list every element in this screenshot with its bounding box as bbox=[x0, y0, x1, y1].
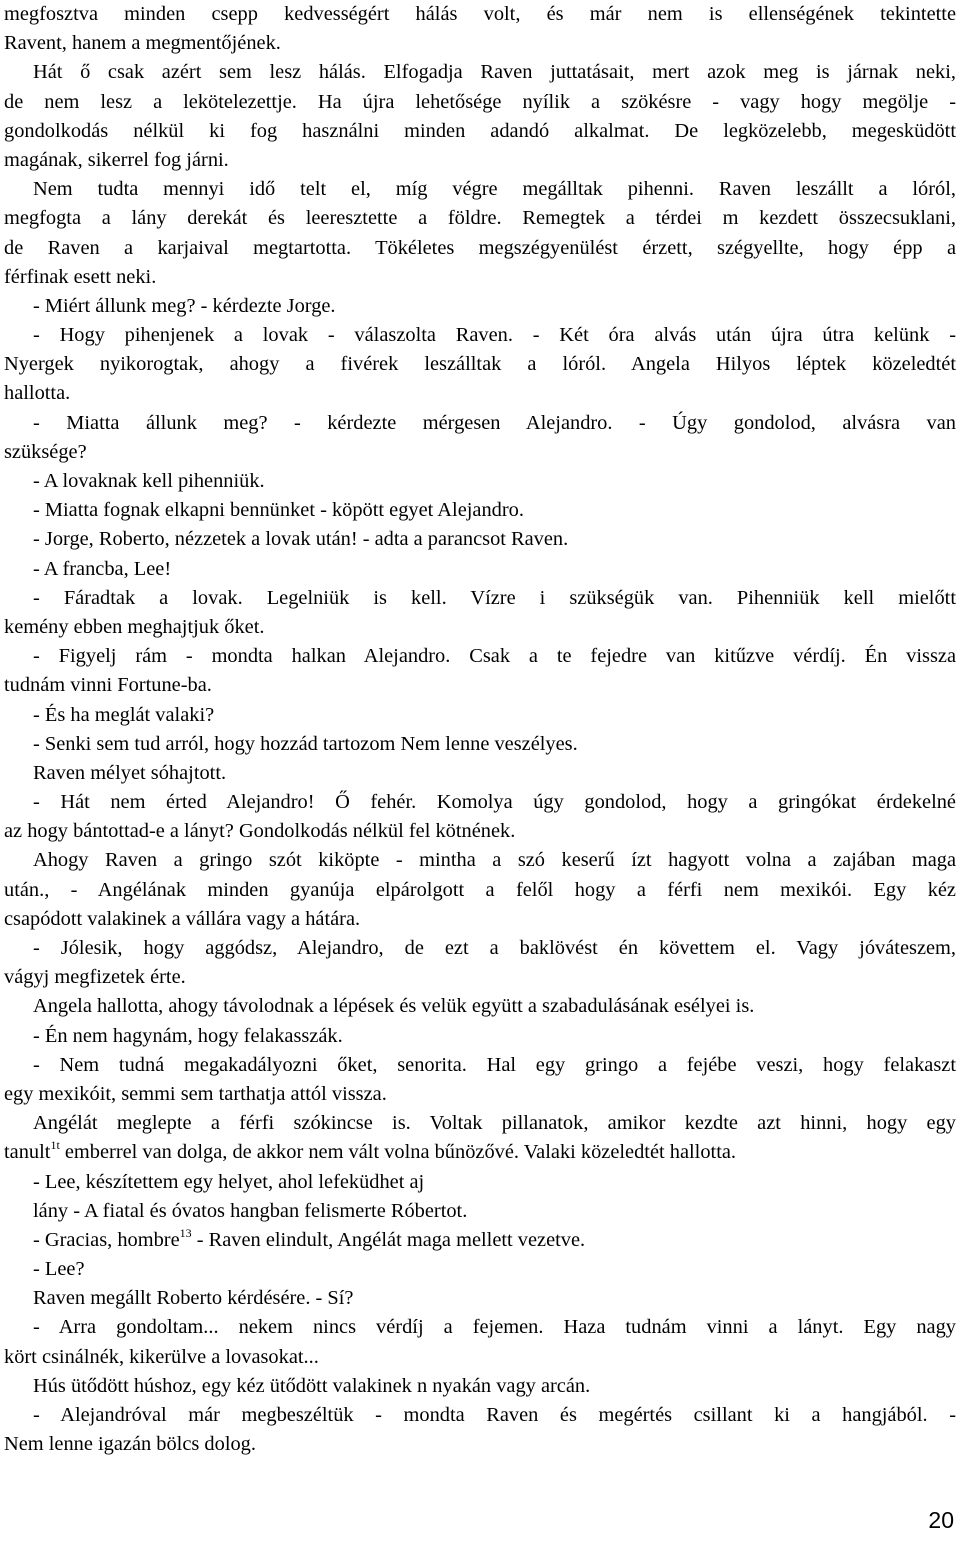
text-line: egy mexikóit, semmi sem tarthatja attól vissza. bbox=[4, 1082, 387, 1105]
text-line: - Senki sem tud arról, hogy hozzád tartozom Nem lenne veszélyes. bbox=[33, 732, 578, 755]
text-line: Nem tudta mennyi idő telt el, míg végre megálltak pihenni. Raven leszállt a lóról, bbox=[33, 178, 956, 201]
text-line: Ahogy Raven a gringo szót kiköpte - mintha a szó keserű ízt hagyott volna a zajában maga bbox=[33, 849, 956, 872]
text-line: - Miért állunk meg? - kérdezte Jorge. bbox=[33, 294, 336, 317]
text-line bbox=[4, 1226, 956, 1255]
text-line: - Jorge, Roberto, nézzetek a lovak után! - adta a parancsot Raven. bbox=[33, 528, 569, 551]
text-line: lány - A fiatal és óvatos hangban felismerte Róbertot. bbox=[33, 1199, 468, 1222]
text-line: csapódott valakinek a vállára vagy a hátára. bbox=[4, 907, 361, 930]
footnote-marker: 13 bbox=[179, 1225, 192, 1240]
text-line: - Én nem hagynám, hogy felakasszák. bbox=[33, 1024, 343, 1047]
text-line: Nyergek nyikorogtak, ahogy a fivérek leszálltak a lóról. Angela Hilyos léptek közeledtét bbox=[4, 353, 956, 376]
text-line: - Fáradtak a lovak. Legelniük is kell. Vízre i szükségük van. Pihenniük kell mielőtt bbox=[33, 586, 956, 609]
text-line: az hogy bántottad-e a lányt? Gondolkodás nélkül fel kötnének. bbox=[4, 820, 516, 843]
text-line: tudnám vinni Fortune-ba. bbox=[4, 674, 212, 697]
text-line: - Alejandróval már megbeszéltük - mondta Raven és megértés csillant ki a hangjából. - bbox=[33, 1404, 956, 1426]
text-line: magának, sikerrel fog járni. bbox=[4, 148, 229, 171]
text-line: - És ha meglát valaki? bbox=[33, 703, 215, 726]
text-line: hallotta. bbox=[4, 382, 71, 405]
text-line: vágyj megfizetek érte. bbox=[4, 966, 186, 989]
text-line: Angela hallotta, ahogy távolodnak a lépések és velük együtt a szabadulásának esélyei is. bbox=[33, 995, 755, 1018]
text-line: Ravent, hanem a megmentőjének. bbox=[4, 32, 281, 55]
text-line: Raven mélyet sóhajtott. bbox=[33, 761, 227, 784]
page-number: 20 bbox=[928, 1507, 954, 1533]
text-line: - Miatta fognak elkapni bennünket - köpött egyet Alejandro. bbox=[33, 499, 524, 522]
text-line: Nem lenne igazán bölcs dolog. bbox=[4, 1433, 256, 1456]
text-line: megfogta a lány derekát és leeresztette a földre. Remegtek a térdei m kezdett összecsuklani, bbox=[4, 207, 956, 230]
text-line: - Nem tudná megakadályozni őket, senorita. Hal egy gringo a fejébe veszi, hogy felakaszt bbox=[33, 1053, 956, 1076]
text-line: - Figyelj rám - mondta halkan Alejandro. Csak a te fejedre van kitűzve vérdíj. Én vissza bbox=[33, 645, 956, 668]
text-fragment: emberrel van dolga, de akkor nem vált volna bűnözővé. Valaki közeledtét hallotta. bbox=[59, 1141, 737, 1164]
text-fragment: tanult bbox=[4, 1141, 51, 1164]
text-line: - Arra gondoltam... nekem nincs vérdíj a fejemen. Haza tudnám vinni a lányt. Egy nagy bbox=[33, 1316, 956, 1339]
text-line: Angélát meglepte a férfi szókincse is. Voltak pillanatok, amikor kezdte azt hinni, hogy egy bbox=[33, 1112, 956, 1135]
text-line: szüksége? bbox=[4, 440, 87, 463]
text-line: kört csinálnék, kikerülve a lovasokat... bbox=[4, 1345, 319, 1368]
text-line: Raven megállt Roberto kérdésére. - Sí? bbox=[33, 1287, 354, 1310]
text-line: - Lee? bbox=[33, 1258, 85, 1281]
text-line: után., - Angélának minden gyanúja elpárolgott a felől hogy a férfi nem mexikói. Egy kéz bbox=[4, 878, 956, 901]
text-fragment: - Gracias, hombre bbox=[33, 1228, 180, 1251]
text-line: - Miatta állunk meg? - kérdezte mérgesen Alejandro. - Úgy gondolod, alvásra van bbox=[33, 411, 956, 434]
text-line: gondolkodás nélkül ki fog használni minden adandó alkalmat. De legközelebb, megesküdött bbox=[4, 119, 956, 142]
document-page bbox=[4, 0, 956, 1459]
text-line: - Hogy pihenjenek a lovak - válaszolta Raven. - Két óra alvás után újra útra kelünk - bbox=[33, 324, 956, 347]
text-line: - A francba, Lee! bbox=[33, 557, 172, 580]
text-line: - A lovaknak kell pihenniük. bbox=[33, 470, 265, 492]
text-fragment: - Raven elindult, Angélát maga mellett vezetve. bbox=[191, 1228, 586, 1251]
text-line: kemény ebben meghajtjuk őket. bbox=[4, 615, 265, 638]
text-line: - Hát nem érted Alejandro! Ő fehér. Komolya úgy gondolod, hogy a gringókat érdekelné bbox=[33, 791, 956, 814]
footnote-marker: 1t bbox=[50, 1138, 60, 1153]
text-line: Hús ütődött húshoz, egy kéz ütődött valakinek n nyakán vagy arcán. bbox=[33, 1374, 591, 1397]
text-line: megfosztva minden csepp kedvességért hálás volt, és már nem is ellenségének tekintette bbox=[4, 3, 956, 25]
text-line: de Raven a karjaival megtartotta. Tökéletes megszégyenülést érzett, szégyellte, hogy épp a bbox=[4, 236, 956, 259]
text-line: férfinak esett neki. bbox=[4, 265, 157, 288]
text-line bbox=[4, 1138, 956, 1167]
text-line: Hát ő csak azért sem lesz hálás. Elfogadja Raven juttatásait, mert azok meg is járnak neki, bbox=[33, 61, 956, 84]
text-line: - Lee, készítettem egy helyet, ahol lefeküdhet aj bbox=[33, 1170, 425, 1193]
text-line: de nem lesz a lekötelezettje. Ha újra lehetősége nyílik a szökésre - vagy hogy megölje - bbox=[4, 90, 956, 113]
text-line: - Jólesik, hogy aggódsz, Alejandro, de ezt a baklövést én követtem el. Vagy jóváteszem, bbox=[33, 937, 956, 959]
